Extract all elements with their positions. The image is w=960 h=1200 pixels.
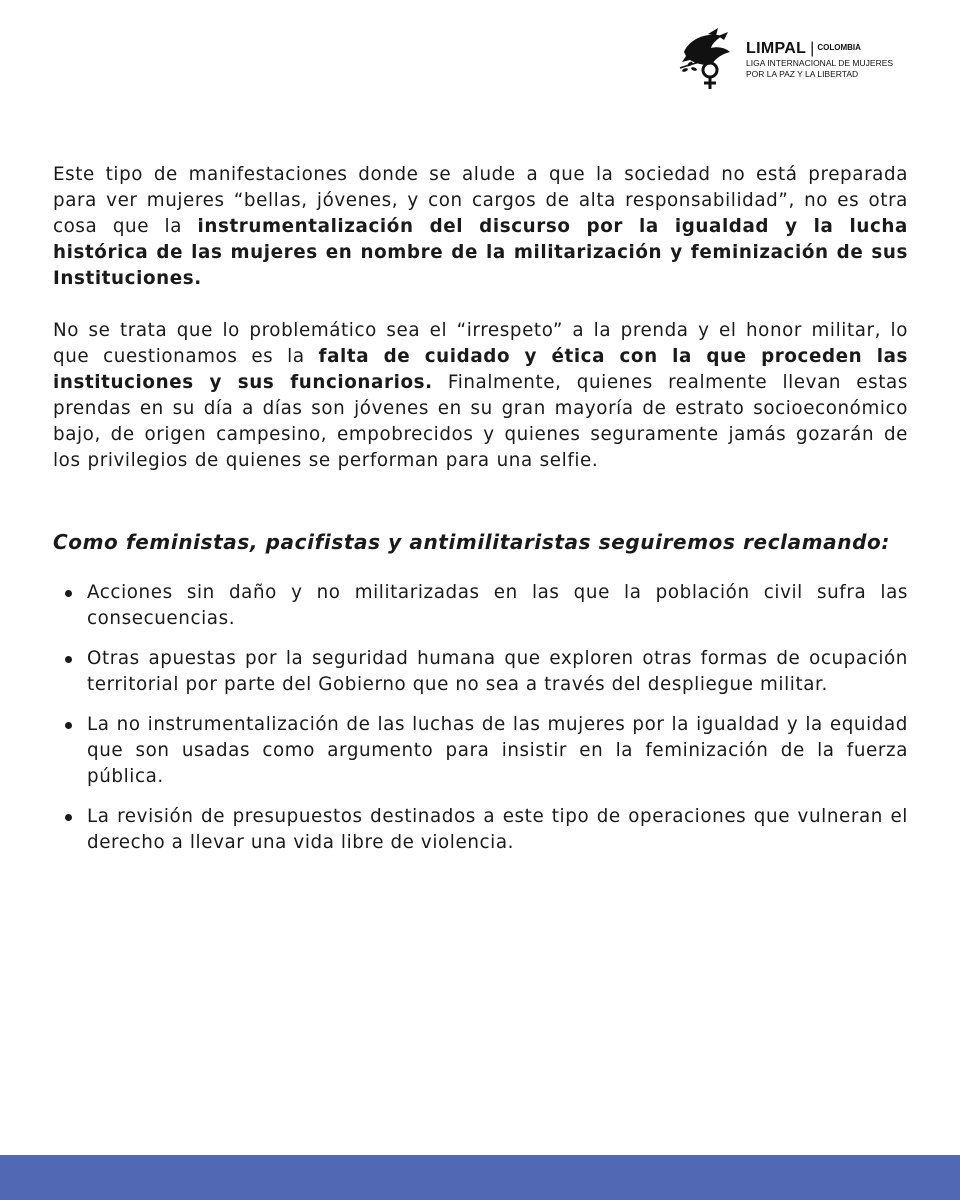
list-item-text: La no instrumentalización de las luchas de las mujeres por la igualdad y la equidad que son usadas como argumento para insistir en la feminización de la fuerza pública. (87, 714, 908, 787)
list-item-text: La revisión de presupuestos destinados a este tipo de operaciones que vulneran el derecho a llevar una vida libre de violencia. (87, 806, 908, 853)
logo-tagline-2: POR LA PAZ Y LA LIBERTAD (746, 69, 859, 79)
list-item (53, 646, 908, 698)
paragraph-1-bold: instrumentalización del discurso por la igualdad y la lucha histórica de las mujeres en nombre de la militarización y feminización de sus Instituciones. (53, 216, 908, 289)
document-body (53, 162, 908, 870)
list-item-text: Acciones sin daño y no militarizadas en las que la población civil sufra las consecuencias. (87, 582, 908, 629)
paragraph-1 (53, 162, 908, 292)
footer-bar (0, 1155, 960, 1200)
limpal-logo (678, 26, 918, 92)
paragraph-2-text-before: No se trata que lo problemático sea el “irrespeto” a la prenda y el honor militar, lo que cuestionamos es la (53, 320, 908, 367)
paragraph-2 (53, 318, 908, 474)
bullet-icon (65, 814, 72, 821)
logo-separator: | (810, 40, 815, 57)
logo-country: COLOMBIA (817, 43, 861, 52)
demands-list (53, 580, 908, 856)
list-item (53, 580, 908, 632)
bullet-icon (65, 722, 72, 729)
bullet-icon (65, 656, 72, 663)
paragraph-2-bold: falta de cuidado y ética con la que proceden las instituciones y sus funcionarios. (53, 346, 908, 393)
list-item-text: Otras apuestas por la seguridad humana que exploren otras formas de ocupación territorial por parte del Gobierno que no sea a través del despliegue militar. (87, 648, 908, 695)
dove-venus-icon (678, 26, 744, 92)
claim-heading: Como feministas, pacifistas y antimilitaristas seguiremos reclamando: (53, 530, 890, 554)
list-item (53, 804, 908, 856)
logo-name: LIMPAL (746, 40, 807, 57)
paragraph-2-text-after: Finalmente, quienes realmente llevan estas prendas en su día a días son jóvenes en su gran mayoría de estrato socioeconómico bajo, de origen campesino, empobrecidos y quienes seguramente jamás gozarán de los privilegios de quienes se performan para una selfie. (53, 372, 908, 471)
list-item (53, 712, 908, 790)
bullet-icon (65, 590, 72, 597)
logo-tagline-1: LIGA INTERNACIONAL DE MUJERES (746, 58, 894, 68)
paragraph-1-text: Este tipo de manifestaciones donde se alude a que la sociedad no está preparada para ver mujeres “bellas, jóvenes, y con cargos de alta responsabilidad”, no es otra cosa que la (53, 164, 908, 237)
logo-wordmark (746, 38, 861, 58)
